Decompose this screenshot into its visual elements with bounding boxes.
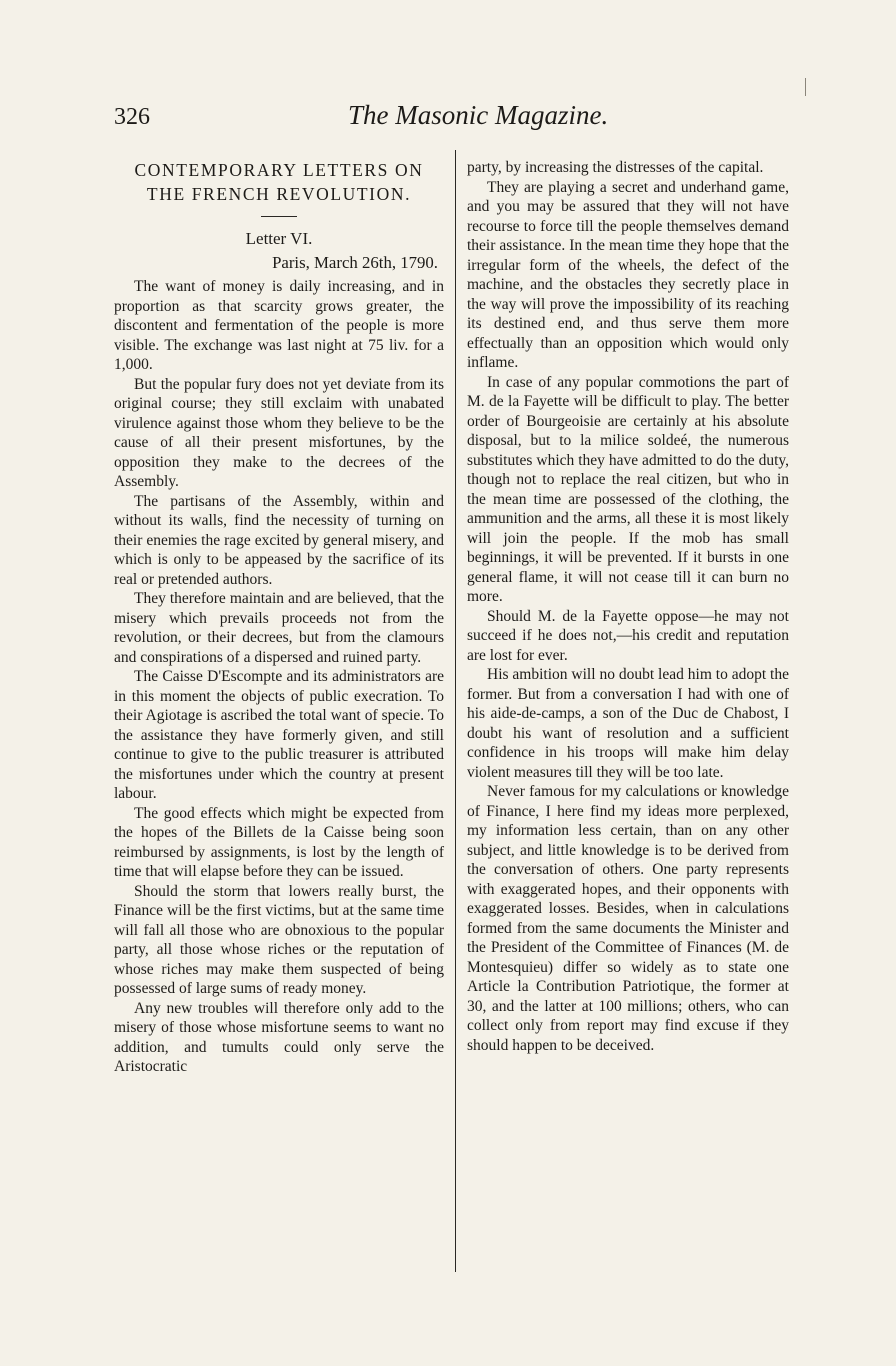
left-column — [114, 158, 444, 1077]
paragraph: Should M. de la Fayette oppose—he may not succeed if he does not,—his credit and reputation are lost for ever. — [467, 607, 789, 664]
paragraph: But the popular fury does not yet deviate from its original course; they still exclaim with unabated virulence against those whom they believe to be the cause of all their present misfortunes, by the opposition they make to the decrees of the Assembly. — [114, 375, 444, 490]
paragraph: Should the storm that lowers really burst, the Finance will be the first victims, but at the same time will fall all those who are obnoxious to the popular party, all those whose riches or the reputation of whose riches may make them suspected of being possessed of large sums of ready money. — [114, 882, 444, 997]
paragraph: His ambition will no doubt lead him to adopt the former. But from a conversation I had with one of his aide-de-camps, a son of the Duc de Chabost, I doubt his want of resolution and a sufficient confidence in his troops will make him delay violent measures till they will be too late. — [467, 666, 789, 781]
paragraph: The partisans of the Assembly, within and without its walls, find the necessity of turning on their enemies the rage excited by general misery, and which is only to be appeased by the sacrifice of its real or pretended authors. — [114, 492, 444, 588]
paragraph-continued: party, by increasing the distresses of the capital. — [467, 159, 764, 176]
paragraph: The good effects which might be expected from the hopes of the Billets de la Caisse being soon reimbursed by assignments, is lost by the length of time that will elapse before they can be issued. — [114, 804, 444, 880]
right-column — [467, 158, 789, 1055]
letter-number: Letter VI. — [245, 229, 313, 248]
paragraph: They therefore maintain and are believed, that the misery which prevails proceeds not from the revolution, or their decrees, but from the clamours and conspirations of a dispersed and ruined party. — [114, 590, 444, 666]
page-edge-mark — [805, 78, 806, 96]
article-title-line-1: CONTEMPORARY LETTERS ON — [134, 160, 424, 180]
paragraph: The want of money is daily increasing, and in proportion as that scarcity grows greater, the discontent and fermentation of the people is more visible. The exchange was last night at 75 liv. for a 1,000. — [114, 278, 444, 373]
page-header — [114, 100, 814, 134]
paragraph: Any new troubles will therefore only add to the misery of those whose misfortune seems to want no addition, and tumults could only serve the Aristocratic — [114, 999, 444, 1075]
title-rule — [261, 216, 297, 217]
column-divider — [455, 150, 456, 1272]
article-title — [114, 158, 444, 206]
paragraph: They are playing a secret and underhand game, and you may be assured that they will not have recourse to force till the people themselves demand their assistance. In the mean time they hope that the irregular form of the wheels, the defect of the machine, and the obstacles they secretly place in the way will prove the impossibility of its reaching its destined end, and thus serve them more effectually than an opposition which would only inflame. — [467, 178, 789, 371]
paragraph: In case of any popular commotions the part of M. de la Fayette will be difficult to play. The better order of Bourgeoisie are certainly at his absolute disposal, but to la milice soldeé, the numerous substitutes which they have admitted to do the duty, though not to replace the real citizen, but who in the mean time are possessed of the clothing, the ammunition and the arms, all these it is most likely will join the people. If the mob has small beginnings, it will be prevented. If it bursts in one general flame, it will not cease till it can burn no more. — [467, 373, 789, 605]
page-number: 326 — [114, 104, 150, 130]
running-title: The Masonic Magazine. — [348, 100, 609, 130]
paragraph: The Caisse D'Escompte and its administrators are in this moment the objects of public execration. To their Agiotage is ascribed the total want of specie. To the assistance they have formerly given, and still continue to give to the public treasurer is attributed the misfortunes under which the country at present labour. — [114, 668, 444, 802]
article-title-line-2: THE FRENCH REVOLUTION. — [146, 184, 412, 204]
dateline: Paris, March 26th, 1790. — [272, 253, 438, 272]
paragraph: Never famous for my calculations or knowledge of Finance, I here find my ideas more perplexed, my information less certain, than on any other subject, and little knowledge is to be derived from the conversation of others. One party represents with exaggerated hopes, and their opponents with exaggerated losses. Besides, when in calculations formed from the same documents the Minister and the President of the Committee of Finances (M. de Montesquieu) differ so widely as to state one Article la Contribution Patriotique, the former at 30, and the latter at 100 millions; others, who can collect only from report may find excuse if they should happen to be deceived. — [467, 783, 789, 1054]
